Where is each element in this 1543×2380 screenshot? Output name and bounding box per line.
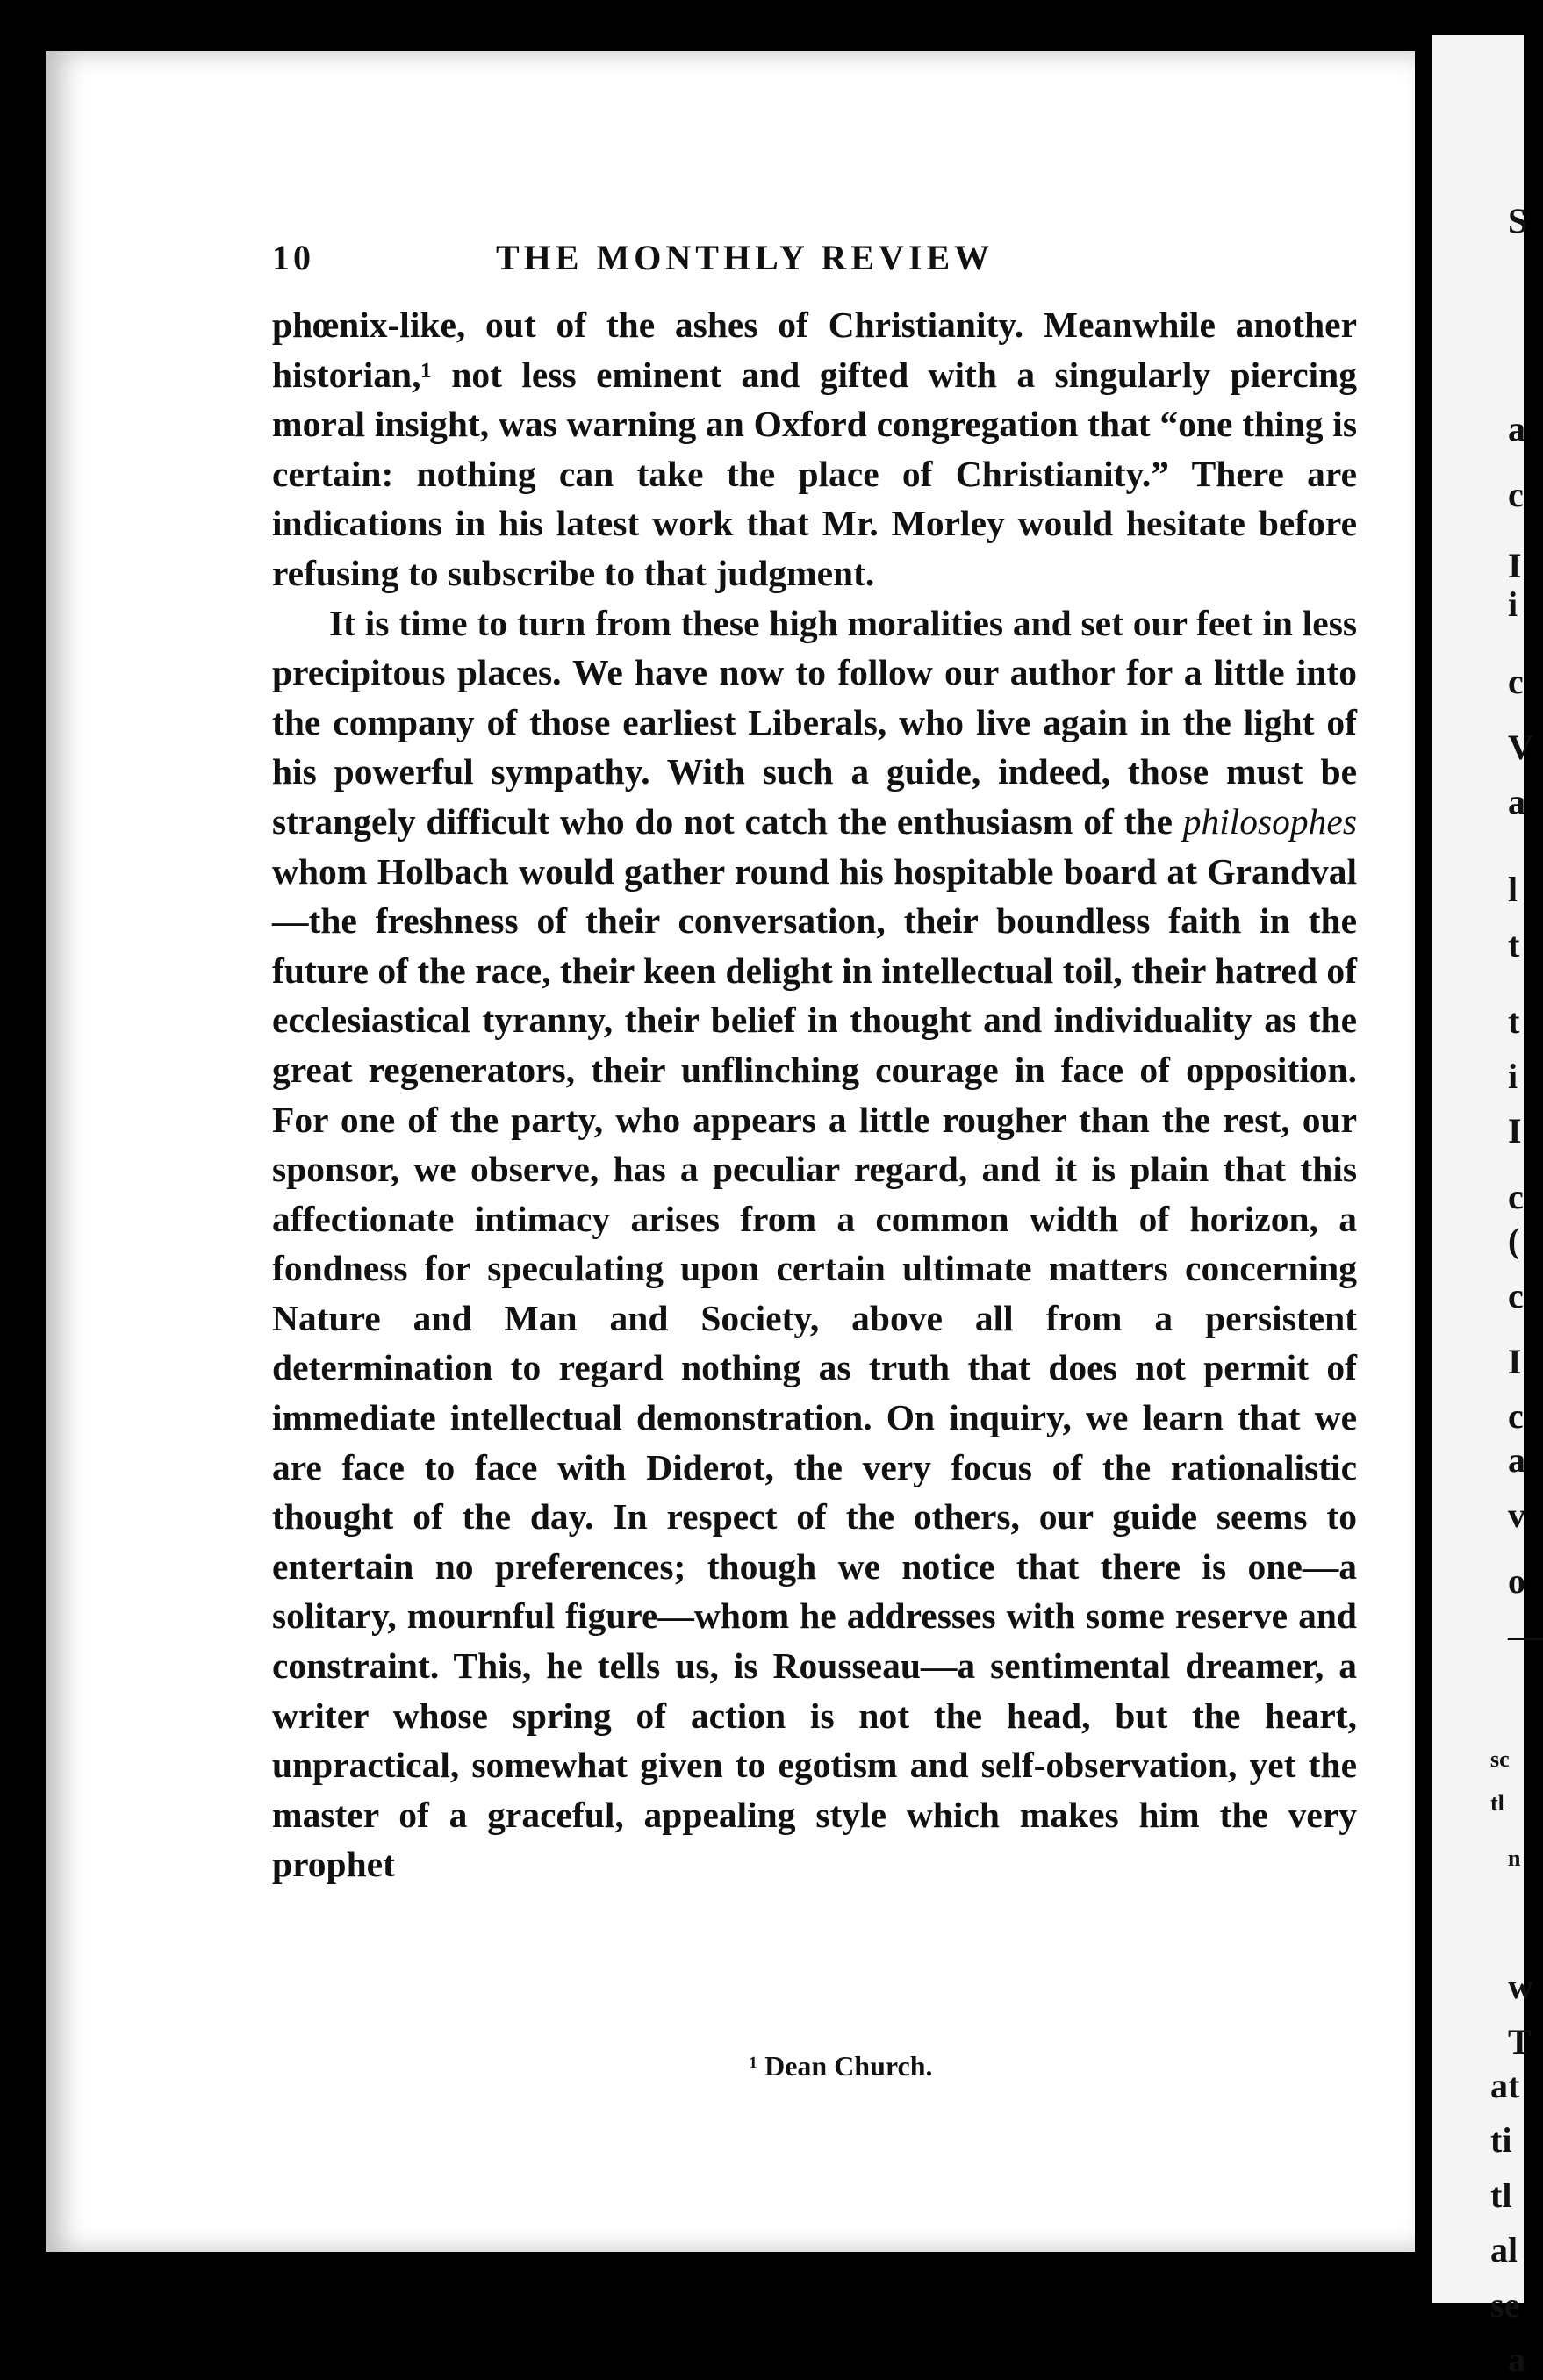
facing-page-fragment: n bbox=[1508, 1845, 1521, 1871]
facing-page-fragment: l bbox=[1508, 870, 1518, 909]
facing-page-fragment: c bbox=[1508, 661, 1524, 701]
italic-philosophes: philosophes bbox=[1182, 800, 1357, 842]
facing-page-fragment: v bbox=[1508, 1495, 1525, 1535]
facing-page-fragment: i bbox=[1508, 1056, 1518, 1096]
facing-page-fragment: I bbox=[1508, 1341, 1522, 1381]
facing-page-fragment: se bbox=[1490, 2284, 1520, 2325]
facing-page-fragment: a bbox=[1508, 2340, 1525, 2379]
facing-page-fragment: at bbox=[1490, 2065, 1520, 2105]
facing-page-fragment: a bbox=[1508, 782, 1525, 821]
facing-page-fragment: ( bbox=[1508, 1221, 1520, 1260]
facing-page-fragment: a bbox=[1508, 1440, 1525, 1480]
paragraph-1: phœnix-like, out of the ashes of Christianity. Meanwhile another historian,¹ not less eminent and gifted with a singularly piercing moral insight, was warning an Oxford congregation that “one thing is certain: nothing can take the place of Christianity.” There are indications in his latest work that Mr. Morley would hesitate before refusing to subscribe to that judgment. bbox=[272, 305, 1357, 593]
facing-page-fragment: a bbox=[1508, 409, 1525, 448]
facing-page-fragment: al bbox=[1490, 2230, 1518, 2269]
facing-page-fragment: c bbox=[1508, 1177, 1524, 1216]
facing-page-fragment: V bbox=[1508, 727, 1533, 767]
running-head bbox=[272, 183, 1357, 277]
facing-page-fragment: sc bbox=[1490, 1746, 1510, 1772]
facing-page-fragment: I bbox=[1508, 1111, 1522, 1151]
facing-page-fragment: ti bbox=[1490, 2120, 1512, 2160]
paragraph-2 bbox=[272, 599, 1357, 1889]
facing-page-fragment: tl bbox=[1490, 2175, 1512, 2215]
facing-page-fragment: S bbox=[1508, 200, 1528, 240]
page-content bbox=[272, 183, 1357, 2082]
facing-page-fragment: c bbox=[1508, 1396, 1524, 1436]
paragraph-2-text-start: It is time to turn from these high moralities and set our feet in less precipitous places. We have now to follow our author for a little into the company of those earliest Liberals, who live again in the light of his powerful sympathy. With such a guide, indeed, those must be strangely difficult who do not catch the enthusiasm of the bbox=[272, 602, 1357, 842]
facing-page-fragment: w bbox=[1508, 1967, 1533, 2006]
facing-page-fragment: T bbox=[1508, 2021, 1532, 2061]
footnote: ¹ Dean Church. bbox=[749, 2050, 933, 2082]
body-text bbox=[272, 300, 1357, 1889]
facing-page-fragment: t bbox=[1508, 924, 1520, 964]
facing-page-edge bbox=[1432, 35, 1543, 2379]
facing-page-fragment: c bbox=[1508, 475, 1524, 514]
facing-page-fragment: i bbox=[1508, 584, 1518, 624]
facing-page-fragment: o bbox=[1508, 1560, 1525, 1601]
facing-page-fragment: c bbox=[1508, 1275, 1524, 1315]
facing-page-fragment: tl bbox=[1490, 1790, 1504, 1816]
journal-title: THE MONTHLY REVIEW bbox=[496, 238, 994, 277]
paragraph-2-text-end: whom Holbach would gather round his hospitable board at Grandval—the freshness of their conversation, their boundless faith in the future of the race, their keen delight in intellectual toil, their hatred of ecclesiastical tyranny, their belief in thought and individuality as the great regenerators, their unflinching courage in face of opposition. For one of the party, who appears a little rougher than the rest, our sponsor, we observe, has a peculiar regard, and it is plain that this affectionate intimacy arises from a common width of horizon, a fondness for speculating upon certain ultimate matters concerning Nature and Man and Society, above all from a persistent determination to regard nothing as truth that does not permit of immediate intellectual demonstration. On inquiry, we learn that we are face to face with Diderot, the very focus of the rationalistic thought of the day. In respect of the others, our guide seems to entertain no preferences; though we notice that there is one—a solitary, mournful figure—whom he addresses with some reserve and constraint. This, he tells us, is Rousseau—a sentimental dreamer, a writer whose spring of action is not the head, but the heart, unpractical, somewhat given to egotism and self-observation, yet the master of a graceful, appealing style which makes him the very prophet bbox=[272, 850, 1357, 1885]
page-number: 10 bbox=[272, 238, 314, 277]
facing-page-fragment: — bbox=[1508, 1616, 1543, 1655]
book-page bbox=[46, 51, 1415, 2252]
facing-page-fragment: I bbox=[1508, 546, 1522, 586]
facing-page-fragment: t bbox=[1508, 1001, 1520, 1041]
